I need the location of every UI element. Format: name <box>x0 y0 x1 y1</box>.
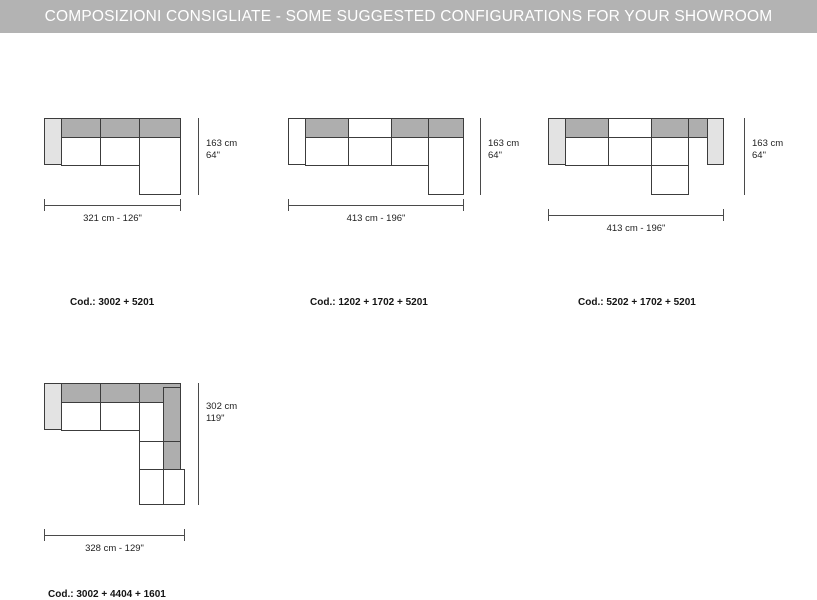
sofa-module-seat-3 <box>391 118 429 138</box>
config-3-width-line <box>548 215 724 216</box>
config-4-depth-cm: 302 cm <box>206 401 238 412</box>
sofa-module-cushion-2 <box>100 137 140 166</box>
config-2-width-label: 413 cm - 196" <box>346 213 406 224</box>
config-3-depth-line <box>744 118 745 195</box>
config-3-width-tick-left <box>548 209 549 221</box>
sofa-module-seat-4 <box>428 118 464 138</box>
config-3-depth-cm: 163 cm <box>752 138 784 149</box>
sofa-module-cushion-2 <box>348 137 392 166</box>
sofa-module-cushion-1 <box>565 137 609 166</box>
config-2-depth-in: 64" <box>488 150 502 161</box>
sofa-module-armrest-left <box>44 383 62 430</box>
sofa-module-corner-seat <box>139 402 164 442</box>
sofa-module-seat-3 <box>139 118 181 138</box>
config-2-width-tick-right <box>463 199 464 211</box>
config-2-code: Cod.: 1202 + 1702 + 5201 <box>310 297 428 308</box>
config-1-width-tick-right <box>180 199 181 211</box>
config-4-width-label: 328 cm - 129" <box>85 543 144 554</box>
config-1-width-label: 321 cm - 126" <box>83 213 142 224</box>
sofa-module-seat-2 <box>348 118 392 138</box>
config-4-width-line <box>44 535 185 536</box>
config-2-width-tick-left <box>288 199 289 211</box>
sofa-module-seat-1 <box>565 118 609 138</box>
sofa-module-cushion-1 <box>61 137 101 166</box>
config-4-code: Cod.: 3002 + 4404 + 1601 <box>48 589 166 600</box>
sofa-module-cushion-3 <box>391 137 429 166</box>
config-3-width-tick-right <box>723 209 724 221</box>
page-title: COMPOSIZIONI CONSIGLIATE - SOME SUGGESTED CONFIGURATIONS FOR YOUR SHOWROOM <box>44 7 773 25</box>
configurations-canvas <box>0 33 817 600</box>
sofa-module-seat-1 <box>305 118 349 138</box>
sofa-module-armrest-left <box>548 118 566 165</box>
sofa-module-cushion-1 <box>61 402 101 431</box>
config-3-code: Cod.: 5202 + 1702 + 5201 <box>578 297 696 308</box>
sofa-module-seat-2 <box>608 118 652 138</box>
sofa-module-chaise-2 <box>163 469 185 505</box>
sofa-module-side-backrest <box>163 387 181 442</box>
config-4-depth-line <box>198 383 199 505</box>
config-1-depth-line <box>198 118 199 195</box>
sofa-module-chaise <box>139 137 181 195</box>
sofa-module-cushion-2 <box>100 402 140 431</box>
sofa-module-chaise <box>651 165 689 195</box>
config-3-width-label: 413 cm - 196" <box>606 223 666 234</box>
sofa-module-cushion-2 <box>608 137 652 166</box>
sofa-module-seat-2 <box>100 383 140 403</box>
config-1-depth-in: 64" <box>206 150 220 161</box>
config-1-code: Cod.: 3002 + 5201 <box>70 297 155 308</box>
config-1-depth-cm: 163 cm <box>206 138 238 149</box>
config-2-depth-cm: 163 cm <box>488 138 520 149</box>
sofa-module-seat-1 <box>61 118 101 138</box>
config-4-width-tick-right <box>184 529 185 541</box>
sofa-module-seat-1 <box>61 383 101 403</box>
sofa-module-armrest-left <box>288 118 306 165</box>
sofa-module-cushion-3 <box>139 441 164 470</box>
config-2-depth-line <box>480 118 481 195</box>
config-4-width-tick-left <box>44 529 45 541</box>
page-header <box>0 0 817 33</box>
sofa-module-cushion-3 <box>651 137 689 166</box>
config-1-width-line <box>44 205 181 206</box>
config-2-width-line <box>288 205 464 206</box>
sofa-module-seat-2 <box>100 118 140 138</box>
sofa-module-armrest-right <box>707 118 724 165</box>
config-3-depth-in: 64" <box>752 150 766 161</box>
sofa-module-cushion-1 <box>305 137 349 166</box>
sofa-module-chaise-1 <box>139 469 164 505</box>
sofa-module-chaise <box>428 137 464 195</box>
config-1-width-tick-left <box>44 199 45 211</box>
sofa-module-seat-3 <box>651 118 689 138</box>
sofa-module-side-backrest-2 <box>163 441 181 470</box>
config-4-depth-in: 119" <box>206 413 225 424</box>
sofa-module-armrest-left <box>44 118 62 165</box>
